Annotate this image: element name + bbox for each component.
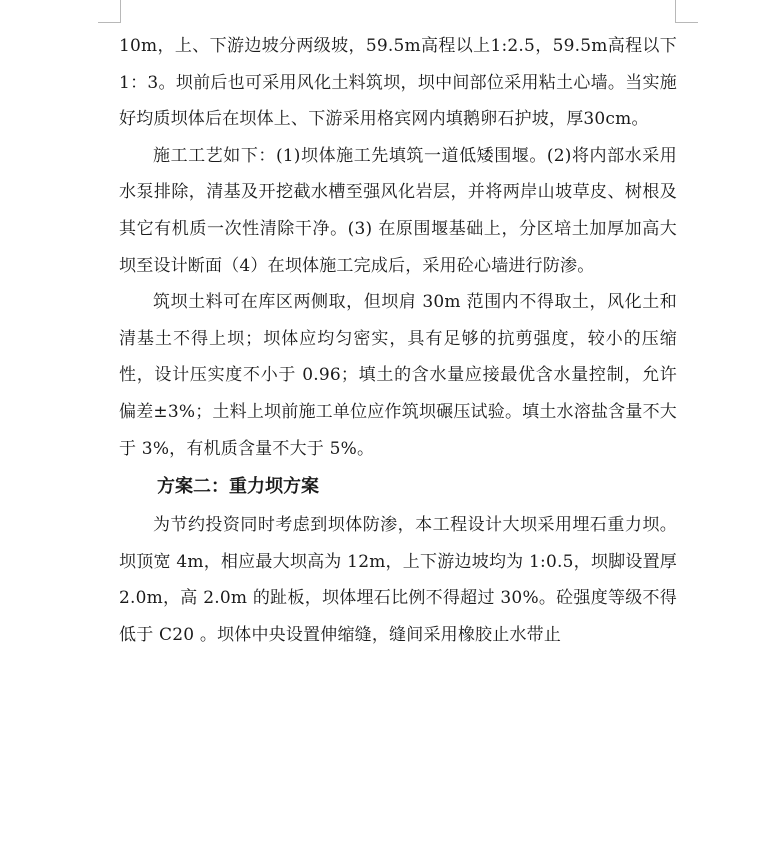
section-heading-plan-two: 方案二：重力坝方案 [157, 476, 319, 498]
page-corner-mark-left [98, 0, 121, 23]
paragraph-gravity-dam: 为节约投资同时考虑到坝体防渗，本工程设计大坝采用埋石重力坝。坝顶宽 4m，相应最大坝高为 12m，上下游边坡均为 1:0.5，坝脚设置厚 2.0m，高 2.0m 的趾板，坝体埋石比例不得超过 30%。砼强度等级不得低于 C20 。坝体中央设置伸缩缝，缝间采用橡胶止水带止 [119, 515, 677, 645]
paragraph-fill-material: 筑坝土料可在库区两侧取，但坝肩 30m 范围内不得取土，风化土和清基土不得上坝；坝体应均匀密实，具有足够的抗剪强度，较小的压缩性，设计压实度不小于 0.96；填土的含水量应接最优含水量控制，允许偏差±3%；土料上坝前施工单位应作筑坝碾压试验。填土水溶盐含量不大于 3%，有机质含量不大于 5%。 [119, 292, 677, 459]
paragraph-construction-process: 施工工艺如下：(1)坝体施工先填筑一道低矮围堰。(2)将内部水采用水泵排除，清基及开挖截水槽至强风化岩层，并将两岸山坡草皮、树根及其它有机质一次性清除干净。(3) 在原围堰基础上，分区培土加厚加高大坝至设计断面（4）在坝体施工完成后，采用砼心墙进行防渗。 [119, 145, 677, 276]
document-body [119, 28, 677, 654]
paragraph-1: 10m，上、下游边坡分两级坡，59.5m高程以上1:2.5，59.5m高程以下1：3。坝前后也可采用风化土料筑坝，坝中间部位采用粘土心墙。当实施好均质坝体后在坝体上、下游采用格宾网内填鹅卵石护坡，厚30cm。 [119, 36, 677, 130]
page-corner-mark-right [675, 0, 698, 23]
